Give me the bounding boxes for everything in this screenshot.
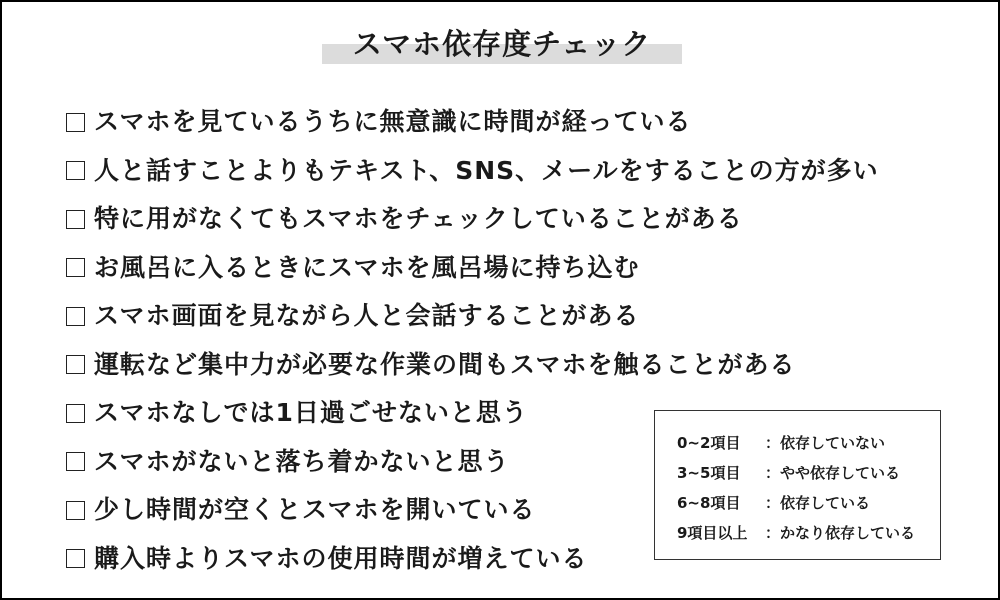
legend-range: 0~2項目	[677, 433, 741, 452]
checkbox[interactable]	[66, 452, 85, 471]
checklist-item-text: 購入時よりスマホの使用時間が増えている	[94, 543, 588, 573]
checklist-item-text: スマホなしでは1日過ごせないと思う	[94, 398, 528, 428]
legend-row	[677, 517, 940, 547]
checklist-item-text: 少し時間が空くとスマホを開いている	[94, 495, 536, 525]
checklist-item-text: お風呂に入るときにスマホを風呂場に持ち込む	[94, 252, 640, 282]
legend-range: 3~5項目	[677, 463, 741, 482]
legend-result: ：やや依存している	[765, 463, 901, 482]
legend-row	[677, 457, 940, 487]
checkbox[interactable]	[66, 210, 85, 229]
page-title: スマホ依存度チェック	[352, 27, 652, 61]
checklist-item	[62, 147, 879, 196]
checklist-item-text: 特に用がなくてもスマホをチェックしていることがある	[94, 204, 743, 234]
checklist-item	[62, 292, 879, 341]
checkbox[interactable]	[66, 113, 85, 132]
checklist-item-text: スマホがないと落ち着かないと思う	[94, 446, 510, 476]
checklist-item-text: スマホ画面を見ながら人と会話することがある	[94, 301, 640, 331]
checklist-item-text: 運転など集中力が必要な作業の間もスマホを触ることがある	[94, 349, 796, 379]
checklist-item	[62, 195, 879, 244]
legend-result: ：依存している	[765, 493, 871, 512]
checkbox[interactable]	[66, 355, 85, 374]
legend-row	[677, 427, 940, 457]
legend-range: 6~8項目	[677, 493, 741, 512]
checkbox[interactable]	[66, 404, 85, 423]
checklist-item-text: 人と話すことよりもテキスト、SNS、メールをすることの方が多い	[94, 155, 879, 185]
checklist-item	[62, 98, 879, 147]
checkbox[interactable]	[66, 307, 85, 326]
checklist-item-text: スマホを見ているうちに無意識に時間が経っている	[94, 107, 692, 137]
checkbox[interactable]	[66, 501, 85, 520]
checkbox[interactable]	[66, 549, 85, 568]
legend-row	[677, 487, 940, 517]
legend-result: ：依存していない	[765, 433, 886, 452]
checkbox[interactable]	[66, 161, 85, 180]
checkbox[interactable]	[66, 258, 85, 277]
legend-range: 9項目以上	[677, 523, 748, 542]
legend-result: ：かなり依存している	[765, 523, 916, 542]
checklist-item	[62, 341, 879, 390]
checklist-item	[62, 244, 879, 293]
score-legend	[654, 410, 941, 560]
